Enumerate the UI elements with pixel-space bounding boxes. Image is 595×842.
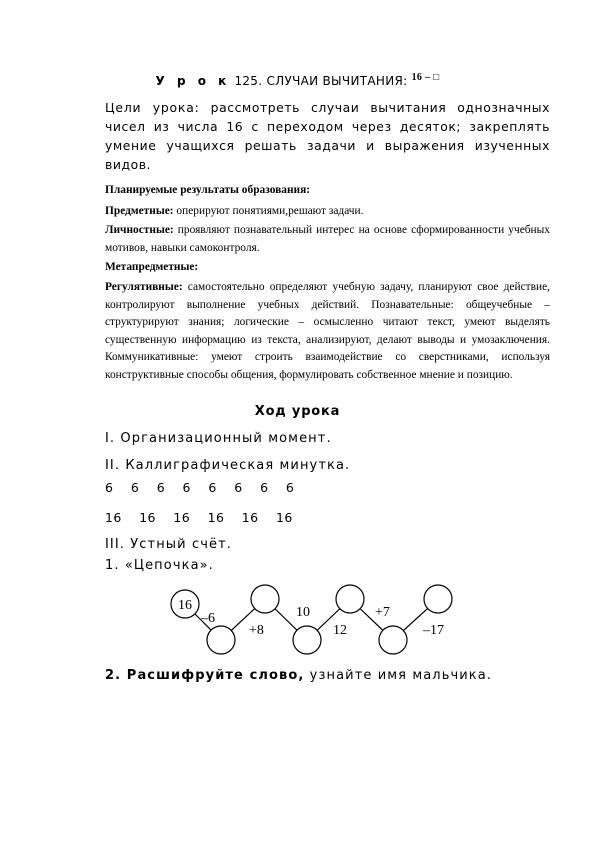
chain-task-label: 1. «Цепочка». (105, 558, 214, 573)
personal-text: проявляют познавательный интерес на основе сформированности учебных мотивов, навыки самоконтроля. (105, 224, 550, 254)
chain-node-empty (336, 585, 364, 613)
chain-op: –6 (201, 611, 215, 626)
subject-text: оперируют понятиями,решают задачи. (173, 205, 364, 217)
decode-task-bold: 2. Расшифруйте слово, (105, 668, 305, 683)
regulative-results (105, 279, 550, 385)
section-organizational: I. Организационный момент. (105, 431, 332, 446)
decode-task (105, 668, 492, 683)
meta-results-heading: Метапредметные: (105, 261, 199, 273)
chain-node-empty (207, 626, 235, 654)
chain-diagram (168, 580, 458, 660)
lesson-title-prefix: У р о к (155, 74, 231, 88)
decode-task-rest: узнайте имя мальчика. (304, 668, 493, 683)
calligraphy-row-digit: 6 6 6 6 6 6 6 6 (105, 480, 295, 495)
chain-node-empty (424, 585, 452, 613)
goals-label: Цели урока: (105, 100, 200, 115)
lesson-title (0, 72, 595, 88)
subject-results (105, 203, 550, 221)
chain-op: +8 (249, 623, 264, 638)
personal-results (105, 222, 550, 257)
chain-node-empty (379, 626, 407, 654)
chain-op: 12 (333, 623, 347, 638)
lesson-flow-heading: Ход урока (254, 404, 341, 419)
calligraphy-row-number: 16 16 16 16 16 16 (105, 510, 293, 525)
chain-op: +7 (375, 605, 390, 620)
lesson-title-text: 125. СЛУЧАИ ВЫЧИТАНИЯ: (234, 74, 408, 88)
section-calligraphy: II. Каллиграфическая минутка. (105, 458, 351, 473)
goals-text: рассмотреть случаи вычитания однозначных чисел из числа 16 с переходом через десяток; закреплять умение учащихся решать задачи и выражения изученных видов. (105, 100, 551, 172)
lesson-goals (105, 98, 550, 174)
chain-node-empty (251, 585, 279, 613)
results-heading: Планируемые результаты образования: (105, 184, 311, 196)
lesson-title-formula: 16 – □ (411, 72, 440, 83)
subject-label: Предметные: (105, 205, 174, 217)
regulative-text: самостоятельно определяют учебную задачу, планируют свое действие, контролируют выполнение учебных действий. Познавательные: общеучебные – структурируют знания; логические – осмысленно читают текст, умеют выделять существенную информацию из текста, анализируют, делают выводы и умозаключения. Коммуникативные: умеют строить взаимодействие со сверстниками, используя конструктивные способы общения, формулировать собственное мнение и позицию. (105, 281, 550, 381)
personal-label: Личностные: (105, 224, 174, 236)
chain-op: 10 (296, 605, 310, 620)
section-mental-math: III. Устный счёт. (105, 537, 232, 552)
chain-start-value: 16 (178, 598, 192, 613)
chain-node-empty (293, 626, 321, 654)
regulative-label: Регулятивные: (105, 281, 183, 293)
chain-op: –17 (423, 623, 444, 638)
